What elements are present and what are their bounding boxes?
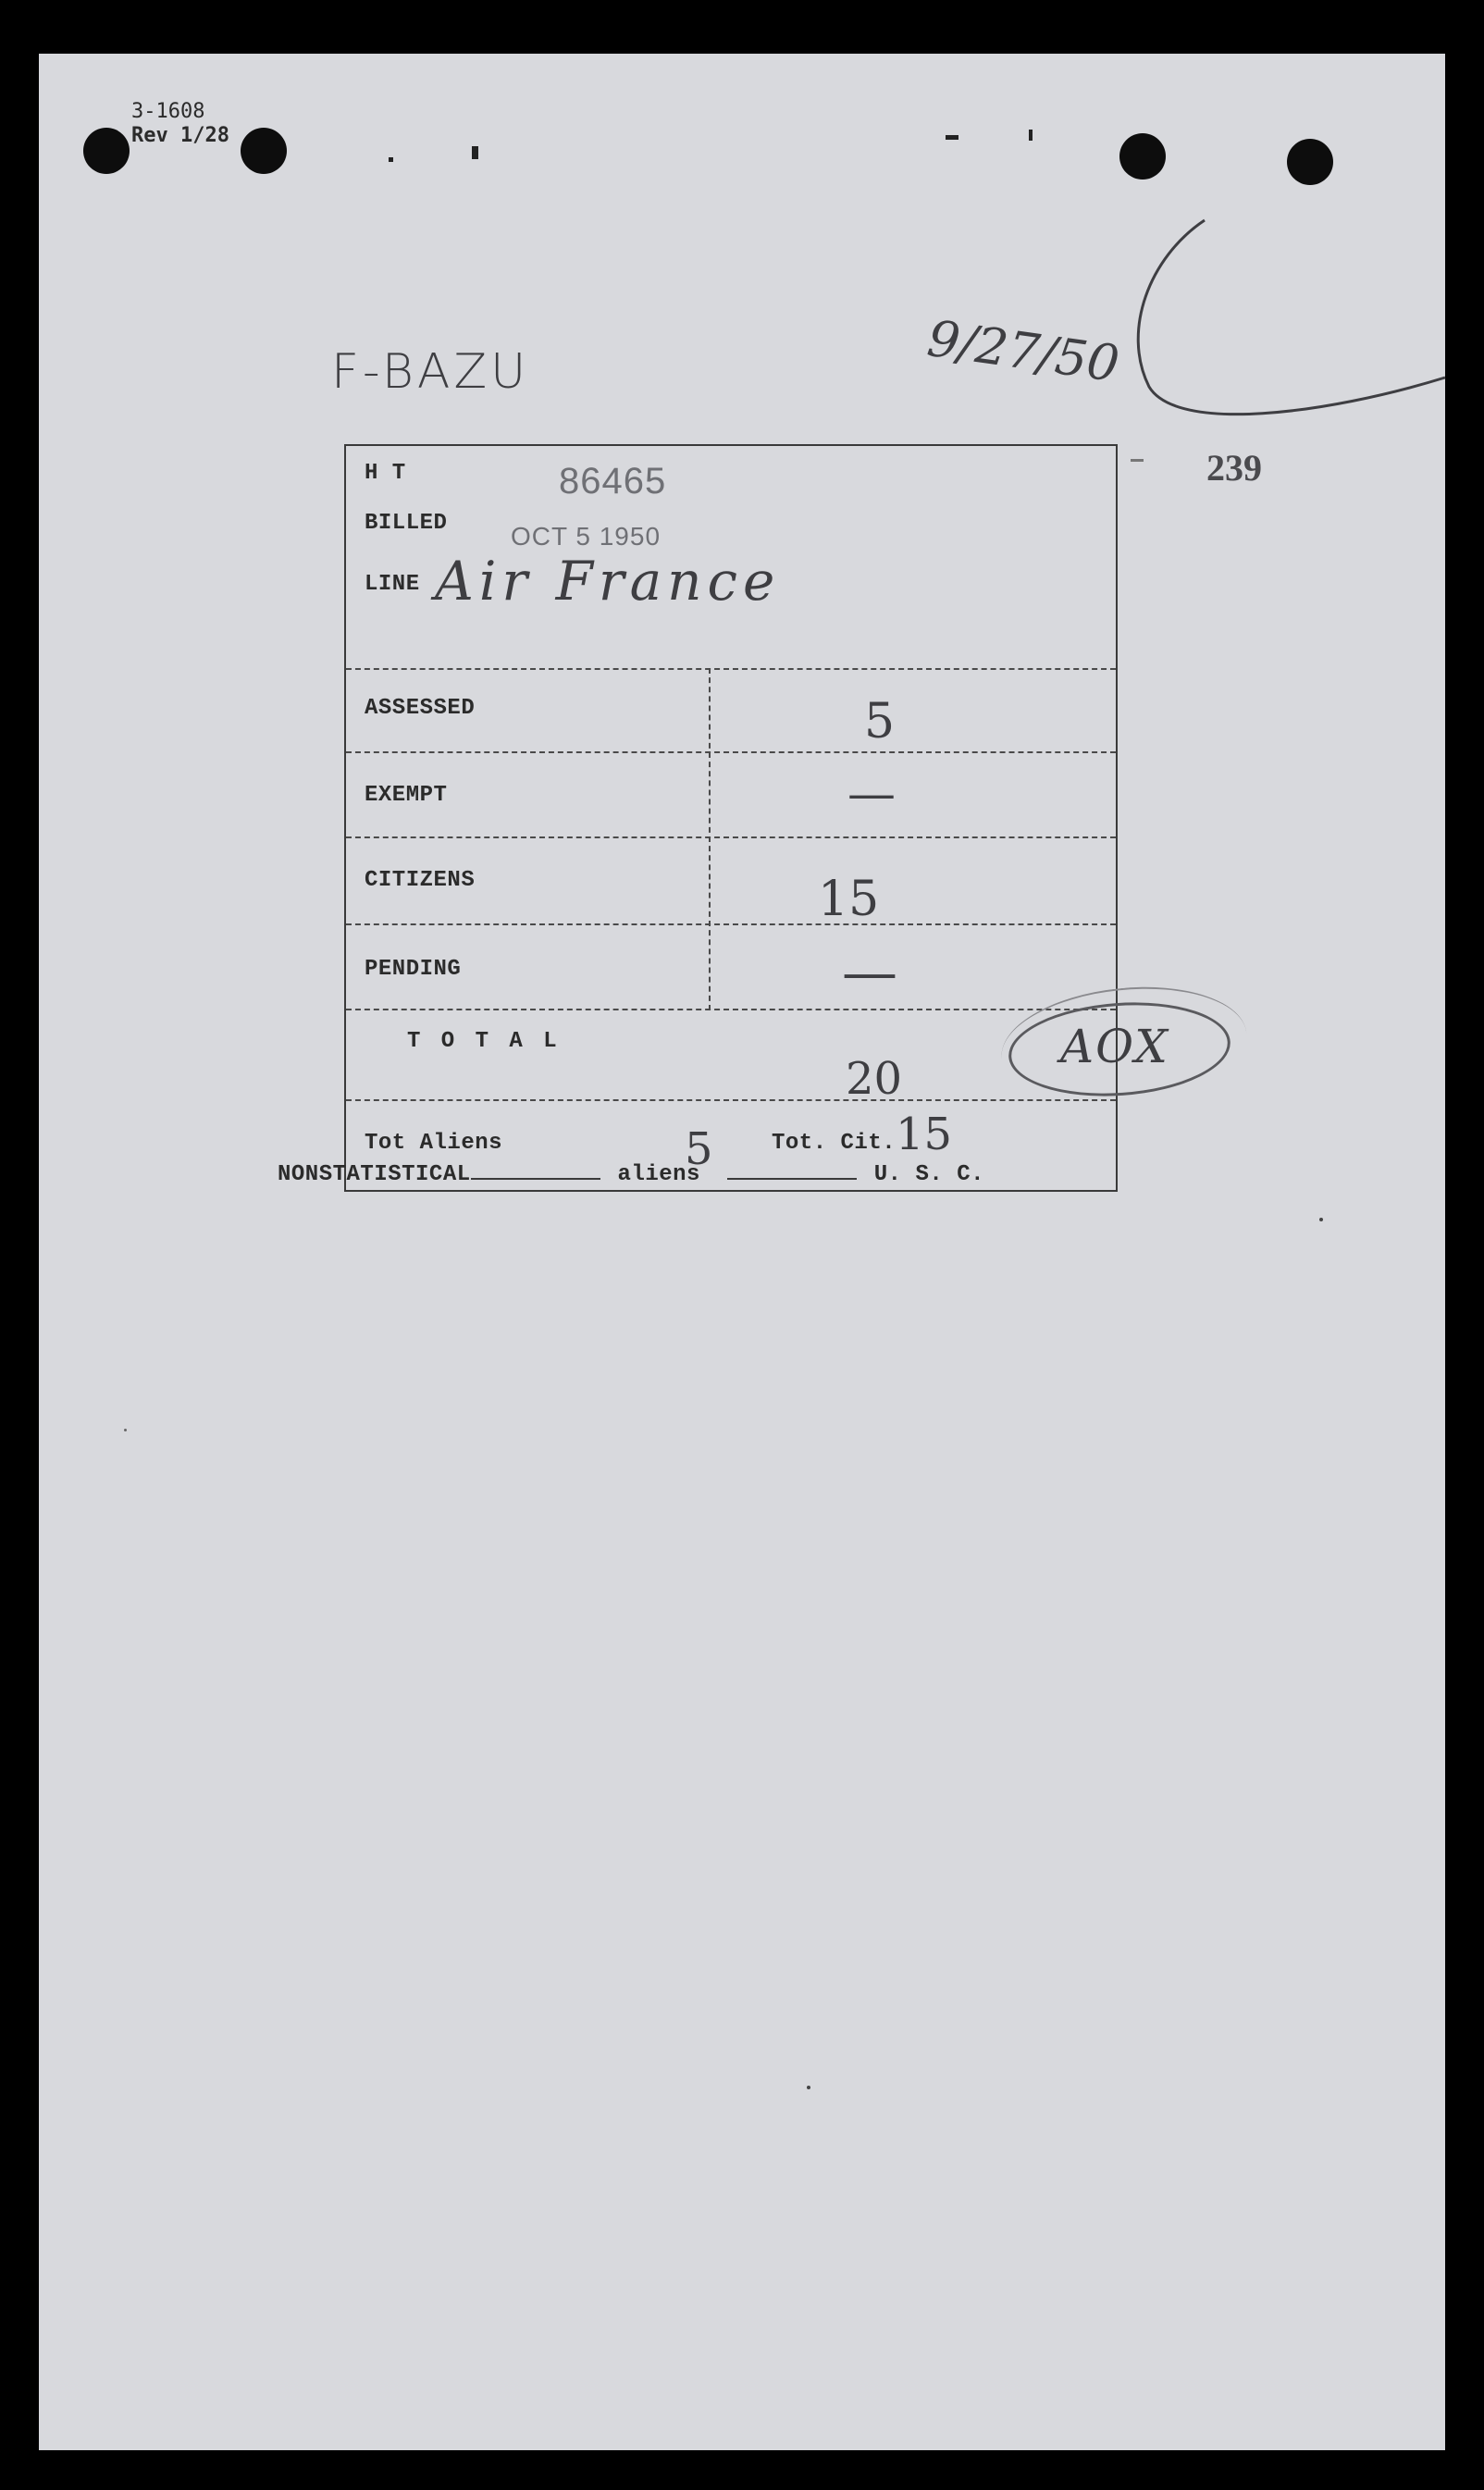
row-label-citizens: CITIZENS bbox=[365, 868, 476, 893]
aliens-label: aliens bbox=[617, 1162, 700, 1187]
stray-mark bbox=[946, 135, 958, 140]
line-value: Air France bbox=[435, 550, 781, 613]
usc-label: U. S. C. bbox=[873, 1162, 984, 1187]
nonstatistical-blank bbox=[471, 1178, 600, 1180]
form-divider bbox=[346, 1099, 1116, 1101]
stray-mark bbox=[1029, 130, 1033, 141]
page-number: 239 bbox=[1206, 447, 1262, 489]
dash-mark bbox=[1131, 459, 1144, 462]
billed-date: OCT 5 1950 bbox=[511, 522, 662, 551]
form-divider bbox=[346, 668, 1116, 670]
flight-id: F-BAZU bbox=[331, 344, 530, 400]
row-label-exempt: EXEMPT bbox=[365, 783, 448, 808]
ht-label: H T bbox=[365, 461, 406, 486]
nonstatistical-label: NONSTATISTICAL bbox=[278, 1162, 471, 1187]
punch-hole-4 bbox=[1287, 139, 1333, 185]
column-divider bbox=[709, 668, 711, 1010]
tot-cit-label: Tot. Cit. bbox=[772, 1131, 897, 1156]
tot-aliens-value: 5 bbox=[685, 1123, 713, 1175]
total-label: T O T A L bbox=[407, 1029, 561, 1054]
initials: AOX bbox=[1060, 1020, 1169, 1073]
ht-number: 86465 bbox=[559, 461, 667, 502]
form-divider bbox=[346, 923, 1116, 925]
row-value-pending: — bbox=[842, 940, 897, 1005]
row-value-assessed: 5 bbox=[864, 694, 896, 749]
document-page bbox=[39, 54, 1445, 2450]
nonstatistical-row bbox=[278, 1162, 984, 1187]
handwritten-date: 9/27/50 bbox=[923, 308, 1123, 394]
speck bbox=[124, 1429, 127, 1431]
punch-hole-2 bbox=[241, 128, 287, 174]
billed-label: BILLED bbox=[365, 511, 448, 536]
row-label-assessed: ASSESSED bbox=[365, 696, 476, 721]
form-divider bbox=[346, 1009, 1116, 1010]
row-value-citizens: 15 bbox=[818, 872, 880, 927]
form-number: 3-1608 bbox=[131, 100, 205, 123]
speck bbox=[1319, 1218, 1323, 1221]
line-label: LINE bbox=[365, 572, 420, 597]
count-form bbox=[344, 444, 1118, 1192]
stray-mark bbox=[472, 146, 478, 159]
total-value: 20 bbox=[846, 1053, 903, 1105]
form-divider bbox=[346, 836, 1116, 838]
aliens-blank bbox=[727, 1178, 857, 1180]
form-divider bbox=[346, 751, 1116, 753]
punch-hole-3 bbox=[1119, 133, 1166, 180]
tot-aliens-label: Tot Aliens bbox=[365, 1131, 503, 1156]
punch-hole-1 bbox=[83, 128, 130, 174]
row-label-pending: PENDING bbox=[365, 957, 462, 982]
row-value-exempt: — bbox=[847, 766, 896, 822]
tot-cit-value: 15 bbox=[896, 1109, 953, 1160]
speck bbox=[807, 2086, 810, 2089]
handwritten-curve bbox=[1094, 202, 1482, 461]
form-revision: Rev 1/28 bbox=[131, 124, 229, 147]
stray-mark bbox=[389, 157, 393, 162]
